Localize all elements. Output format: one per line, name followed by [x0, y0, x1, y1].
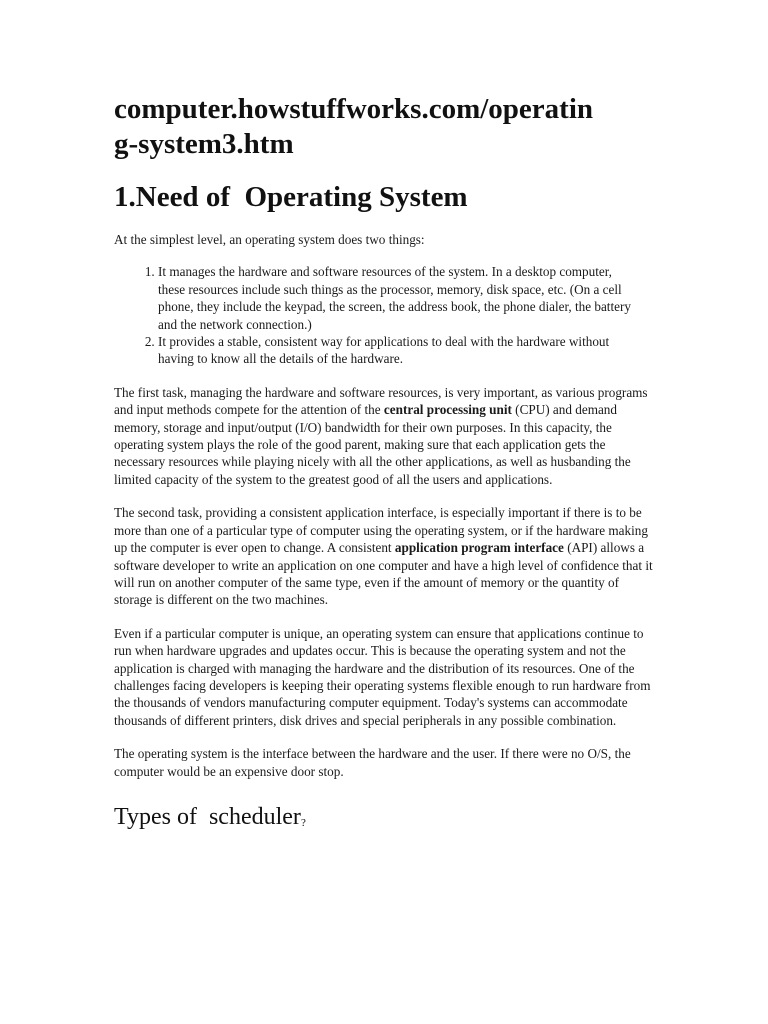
paragraph-hardware-upgrades: Even if a particular computer is unique, an operating system can ensure that applications continue to run when hardware upgrades and updates occur. This is because the operating system and not the application is charged with managing the hardware and the distribution of its resources. One of the challenges facing developers is keeping their operating systems flexible enough to run hardware from the thousands of vendors manufacturing computer equipment. Today's systems can accommodate thousands of different printers, disk drives and special peripherals in any possible combination. [114, 625, 651, 728]
paragraph-second-task [114, 504, 654, 608]
paragraph-text: (CPU) and demand memory, storage and input/output (I/O) bandwidth for their own purposes. In this capacity, the operating system plays the role of the good parent, making sure that each application gets the necessary resources while playing nicely with all the other applications, as well as husbanding the limited capacity of the system to the greatest good of all the users and applications. [114, 402, 631, 487]
url-heading [114, 92, 654, 162]
list-item: 2. It provides a stable, consistent way for applications to deal with the hardware without having to know all the details of the hardware. [158, 333, 638, 368]
section-title-types-of-scheduler [114, 802, 654, 838]
list-item: 1. It manages the hardware and software resources of the system. In a desktop computer, these resources include such things as the processor, memory, disk space, etc. (On a cell phone, they include the keypad, the screen, the address book, the phone dialer, the battery and the network connection.) [158, 263, 638, 333]
url-heading-line2: g-system3.htm [114, 128, 294, 160]
document-page [114, 92, 654, 838]
intro-paragraph: At the simplest level, an operating system does two things: [114, 232, 425, 247]
section-title-text: Types of scheduler [114, 803, 301, 830]
section-title-need-of-os: 1.Need of Operating System [114, 181, 468, 213]
paragraph-text: (API) allows a software developer to write an application on one computer and have a high level of confidence that it will run on another computer of the same type, even if the amount of memory or the quantity of storage is different on the two machines. [114, 540, 653, 608]
paragraph-text: The second task, providing a consistent application interface, is especially important if there is to be more than one of a particular type of computer using the operating system, or if the hardware making up the computer is ever open to change. A consistent [114, 505, 648, 556]
bold-term-cpu: central processing unit [383, 402, 512, 418]
os-tasks-list [114, 263, 638, 367]
url-heading-line1: computer.howstuffworks.com/operatin [114, 93, 594, 125]
paragraph-first-task [114, 384, 654, 488]
bold-term-api: application program interface [394, 540, 564, 556]
question-mark: ? [300, 816, 306, 829]
paragraph-interface: The operating system is the interface between the hardware and the user. If there were no O/S, the computer would be an expensive door stop. [114, 746, 631, 779]
paragraph-text: The first task, managing the hardware and software resources, is very important, as various programs and input methods compete for the attention of the [114, 384, 648, 418]
